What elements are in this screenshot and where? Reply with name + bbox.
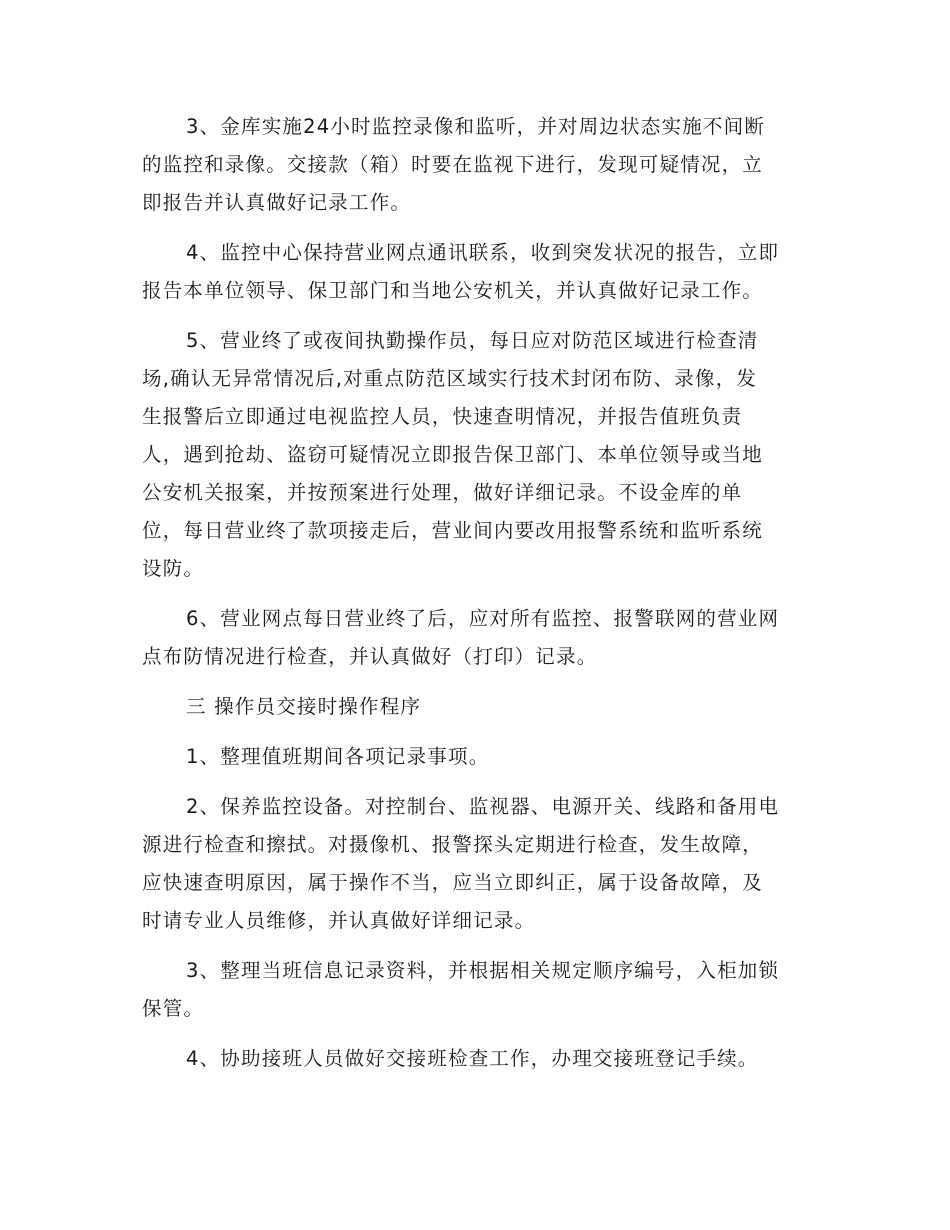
text-line: 人，遇到抢劫、盗窃可疑情况立即报告保卫部门、本单位领导或当地 xyxy=(142,443,764,466)
text-line: 1、整理值班期间各项记录事项。 xyxy=(186,745,490,768)
text-line: 报告本单位领导、保卫部门和当地公安机关，并认真做好记录工作。 xyxy=(142,279,764,302)
text-line: 4、监控中心保持营业网点通讯联系，收到突发状况的报告，立即 xyxy=(186,241,780,264)
text-line: 4、协助接班人员做好交接班检查工作，办理交接班登记手续。 xyxy=(186,1047,759,1070)
text-line: 2、保养监控设备。对控制台、监视器、电源开关、线路和备用电 xyxy=(186,795,780,818)
paragraph-night-duty xyxy=(142,322,810,588)
text-line: 点布防情况进行检查，并认真做好（打印）记录。 xyxy=(142,645,598,668)
text-line: 的监控和录像。交接款（箱）时要在监视下进行，发现可疑情况，立 xyxy=(142,153,764,176)
text-line: 源进行检查和擦拭。对摄像机、报警探头定期进行检查，发生故障， xyxy=(142,833,764,856)
text-line: 即报告并认真做好记录工作。 xyxy=(142,191,412,214)
text-line: 生报警后立即通过电视监控人员，快速查明情况，并报告值班负责 xyxy=(142,405,743,428)
paragraph-step-1 xyxy=(142,738,810,776)
section-title: 三 操作员交接时操作程序 xyxy=(186,695,422,718)
paragraph-step-3 xyxy=(142,952,810,1028)
paragraph-vault-monitoring xyxy=(142,108,810,222)
text-line: 公安机关报案，并按预案进行处理，做好详细记录。不设金库的单 xyxy=(142,481,743,504)
section-heading xyxy=(142,688,810,726)
text-line: 5、营业终了或夜间执勤操作员，每日应对防范区域进行检查清 xyxy=(186,329,759,352)
paragraph-monitoring-center xyxy=(142,234,810,310)
document-body xyxy=(142,108,810,1078)
text-line: 3、整理当班信息记录资料，并根据相关规定顺序编号，入柜加锁 xyxy=(186,959,780,982)
text-line: 3、金库实施24小时监控录像和监听，并对周边状态实施不间断 xyxy=(186,115,766,138)
paragraph-step-2 xyxy=(142,788,810,940)
text-line: 位，每日营业终了款项接走后，营业间内要改用报警系统和监听系统 xyxy=(142,519,764,542)
text-line: 6、营业网点每日营业终了后，应对所有监控、报警联网的营业网 xyxy=(186,607,780,630)
paragraph-branch-check xyxy=(142,600,810,676)
paragraph-step-4 xyxy=(142,1040,810,1078)
text-line: 场,确认无异常情况后,对重点防范区域实行技术封闭布防、录像，发 xyxy=(142,367,758,390)
text-line: 应快速查明原因，属于操作不当，应当立即纠正，属于设备故障，及 xyxy=(142,871,764,894)
text-line: 保管。 xyxy=(142,997,205,1020)
text-line: 设防。 xyxy=(142,557,205,580)
text-line: 时请专业人员维修，并认真做好详细记录。 xyxy=(142,909,536,932)
